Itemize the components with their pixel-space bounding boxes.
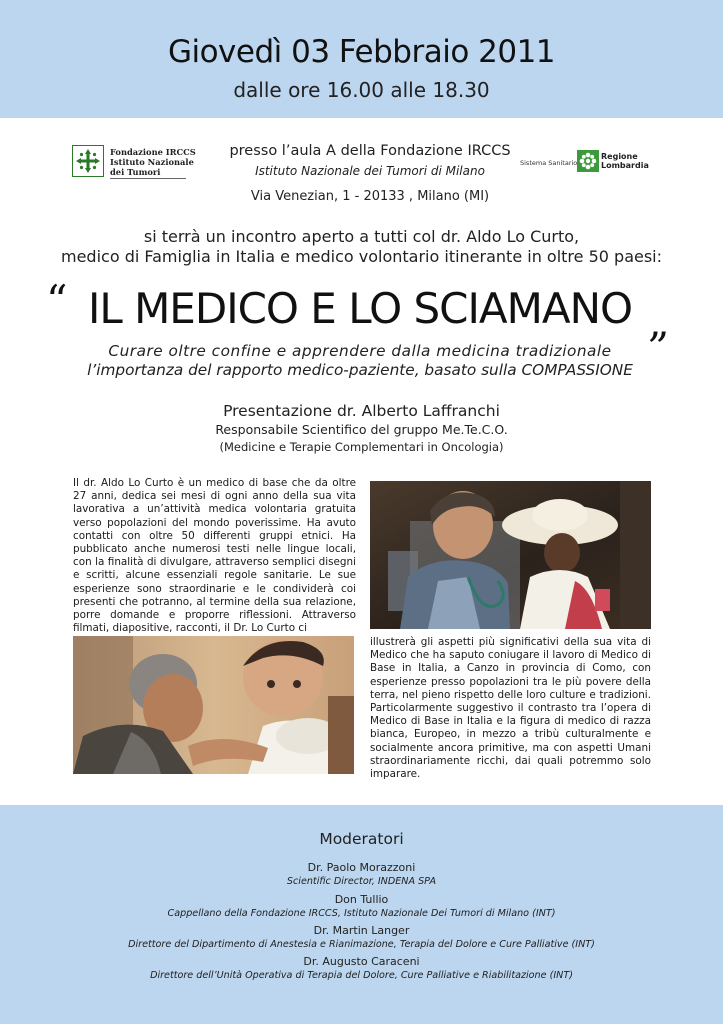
event-date: Giovedì 03 Febbraio 2011 [167, 34, 556, 70]
sistema-sanitario-label: Sistema Sanitario [520, 159, 578, 167]
event-time: dalle ore 16.00 alle 18.30 [233, 78, 490, 102]
venue-line-1: presso l’aula A della Fondazione IRCCS [229, 143, 511, 159]
body-text-right: illustrerà gli aspetti più significativi della sua vita di Medico che ha saputo coniugare il lavoro di Medico di Base in Italia, a Canzo in provincia di Como, con esperienze presso popolazioni tra le più povere della terra, nel pieno rispetto delle loro culture e tradizioni. Particolarmente suggestivo il contrasto tra l’opera di Medico di Base in Italia e la figura di medico di razza bianca, Europeo, in mezzo a tribù culturalmente e socialmente ancora primitive, ma con aspetti Umani straordinariamente ricchi, dai quali potremmo solo imparare. [370, 636, 651, 781]
lombardia-rose-icon [577, 150, 599, 172]
body-text-left: Il dr. Aldo Lo Curto è un medico di base che da oltre 27 anni, dedica sei mesi di ogni anno della sua vita lavorativa a un’attività medica volontaria gratuita verso popolazioni del mondo poverissime. Ha avuto contatti con oltre 50 differenti gruppi etnici. Ha pubblicato anche numerosi testi nelle lingue locali, con la finalità di divulgare, attraverso semplici disegni e scritti, alcune essenziali regole sanitarie. Le sue esperienze sono straordinarie e le condividerà coi presenti che potranno, al termine della sua relazione, porre domande e proporre riflessioni. Attraverso filmati, diapositive, racconti, il Dr. Lo Curto ci [73, 477, 356, 635]
presenter-role: Responsabile Scientifico del gruppo Me.Te.C.O. [215, 422, 508, 437]
intro-line-1: si terrà un incontro aperto a tutti col dr. Aldo Lo Curto, [143, 227, 580, 246]
title-open-quote: “ [46, 276, 68, 325]
moderator-role: Scientific Director, INDENA SPA [286, 876, 437, 887]
logo-left-line1: Fondazione IRCCS [110, 147, 196, 157]
cross-emblem-icon [72, 145, 104, 177]
moderator-name: Dr. Martin Langer [313, 924, 410, 937]
regione-label: Regione [601, 152, 638, 161]
doctor-baby-photo [73, 636, 354, 774]
moderator-role: Direttore del Dipartimento di Anestesia e Rianimazione, Terapia del Dolore e Cure Palliative (INT) [128, 939, 595, 950]
header-band [0, 0, 723, 118]
intro-line-2: medico di Famiglia in Italia e medico volontario itinerante in oltre 50 paesi: [60, 247, 663, 266]
lombardia-label: Lombardia [601, 161, 649, 170]
doctor-child-photo [370, 481, 651, 629]
moderators-title: Moderatori [319, 830, 404, 848]
event-title: IL MEDICO E LO SCIAMANO [87, 284, 633, 333]
venue-line-2: Istituto Nazionale dei Tumori di Milano [255, 164, 485, 178]
regione-lombardia-logo [518, 150, 658, 176]
subtitle-line-1: Curare oltre confine e apprendere dalla medicina tradizionale [108, 342, 612, 360]
moderator-name: Don Tullio [334, 893, 389, 906]
title-close-quote: „ [648, 297, 670, 346]
logo-left-line2: Istituto Nazionale [110, 157, 194, 167]
moderator-name: Dr. Augusto Caraceni [303, 955, 420, 968]
moderator-role: Cappellano della Fondazione IRCCS, Istituto Nazionale Dei Tumori di Milano (INT) [167, 908, 556, 919]
subtitle-line-2: l’importanza del rapporto medico-paziente, basato sulla COMPASSIONE [87, 361, 633, 379]
presenter-group: (Medicine e Terapie Complementari in Oncologia) [219, 440, 504, 454]
moderator-name: Dr. Paolo Morazzoni [307, 861, 416, 874]
moderator-role: Direttore dell’Unità Operativa di Terapia del Dolore, Cure Palliative e Riabilitazione (INT) [150, 970, 573, 981]
venue-address: Via Venezian, 1 - 20133 , Milano (MI) [250, 189, 490, 204]
moderators-band [0, 805, 723, 1024]
logo-left-line3: dei Tumori [110, 167, 161, 177]
logo-divider [110, 178, 186, 179]
presenter-line: Presentazione dr. Alberto Laffranchi [223, 402, 500, 420]
fondazione-irccs-logo [70, 143, 196, 183]
